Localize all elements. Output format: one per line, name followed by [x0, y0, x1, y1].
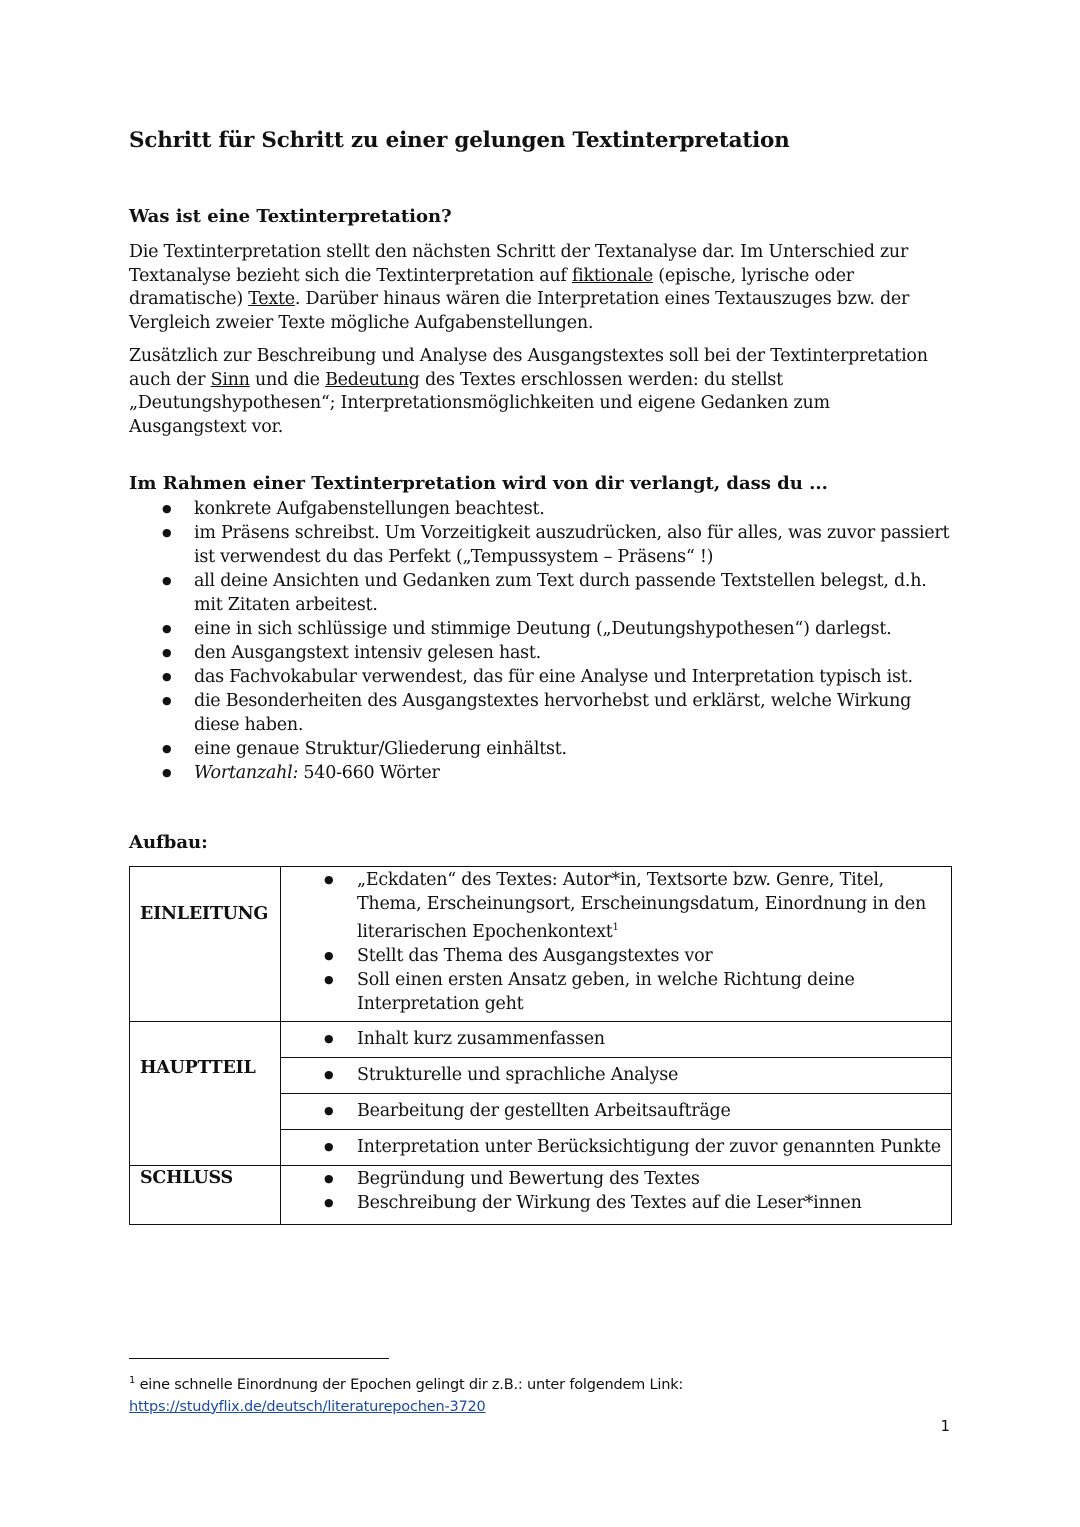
paragraph-intro — [129, 241, 949, 335]
hauptteil-row — [281, 1094, 952, 1130]
text: Zusätzlich zur Beschreibung und Analyse des Ausgangstextes soll bei der Textinterpretation auch der — [129, 346, 928, 390]
hauptteil-row — [281, 1022, 952, 1058]
section-heading-im-rahmen: Im Rahmen einer Textinterpretation wird von dir verlangt, dass du ... — [129, 473, 828, 494]
aufbau-table — [129, 866, 952, 1225]
schluss-label: SCHLUSS — [130, 1166, 281, 1225]
footnote-divider — [129, 1358, 389, 1359]
einleitung-item-text: „Eckdaten“ des Textes: Autor*in, Textsorte bzw. Genre, Titel, Thema, Erscheinungsort, Erscheinungsdatum, Einordnung in den literarischen Epochenkontext — [357, 870, 927, 942]
list-item: ● im Präsens schreibst. Um Vorzeitigkeit auszudrücken, also für alles, was zuvor passiert ist verwendest du das Perfekt („Tempussystem – Präsens“ !) — [129, 521, 959, 569]
hauptteil-label: HAUPTTEIL — [130, 1022, 281, 1166]
underlined-texte: Texte — [248, 289, 295, 309]
requirements-list — [129, 497, 959, 785]
text: (epische, lyrische oder dramatische) — [129, 265, 854, 309]
page-number: 1 — [940, 1417, 950, 1435]
list-item: ● das Fachvokabular verwendest, das für eine Analyse und Interpretation typisch ist. — [129, 665, 959, 689]
einleitung-content — [281, 867, 952, 1022]
list-item-wortanzahl — [129, 761, 959, 785]
hauptteil-item: ● Inhalt kurz zusammenfassen — [281, 1022, 951, 1051]
hauptteil-item: ● Strukturelle und sprachliche Analyse — [281, 1058, 951, 1087]
text: Die Textinterpretation stellt den nächsten Schritt der Textanalyse dar. Im Unterschied zur Textanalyse bezieht sich die Textinterpretation auf — [129, 242, 909, 286]
text: des Textes erschlossen werden: du stellst „Deutungshypothesen“; Interpretationsmöglichkeiten und eigene Gedanken zum Ausgangstext vor. — [129, 369, 830, 437]
underlined-sinn: Sinn — [210, 369, 250, 390]
section-heading-was-ist: Was ist eine Textinterpretation? — [129, 206, 452, 227]
text: und die — [249, 369, 326, 390]
schluss-item: ● Beschreibung der Wirkung des Textes auf die Leser*innen — [281, 1191, 951, 1215]
einleitung-item: ● Stellt das Thema des Ausgangstextes vor — [281, 944, 951, 968]
footnote — [129, 1370, 683, 1418]
underlined-bedeutung: Bedeutung — [325, 369, 420, 390]
wortanzahl-value: 540-660 Wörter — [298, 763, 440, 783]
hauptteil-item: ● Interpretation unter Berücksichtigung der zuvor genannten Punkte — [281, 1130, 951, 1159]
list-item: ● eine in sich schlüssige und stimmige Deutung („Deutungshypothesen“) darlegst. — [129, 617, 959, 641]
einleitung-item — [281, 868, 951, 944]
einleitung-item: ● Soll einen ersten Ansatz geben, in welche Richtung deine Interpretation geht — [281, 968, 951, 1016]
hauptteil-item: ● Bearbeitung der gestellten Arbeitsaufträge — [281, 1094, 951, 1123]
underlined-fiktionale: fiktionale — [571, 265, 653, 286]
footnote-number: 1 — [129, 1375, 136, 1386]
list-item: ● all deine Ansichten und Gedanken zum Text durch passende Textstellen belegst, d.h. mit Zitaten arbeitest. — [129, 569, 959, 617]
list-item: ● eine genaue Struktur/Gliederung einhältst. — [129, 737, 959, 761]
list-item: ● die Besonderheiten des Ausgangstextes hervorhebst und erklärst, welche Wirkung diese haben. — [129, 689, 959, 737]
document-title: Schritt für Schritt zu einer gelungen Textinterpretation — [129, 128, 790, 153]
footnote-text: eine schnelle Einordnung der Epochen gelingt dir z.B.: unter folgendem Link: — [135, 1376, 684, 1393]
footnote-mark: 1 — [612, 922, 619, 933]
paragraph-zusaetzlich — [129, 345, 949, 439]
footnote-link[interactable]: https://studyflix.de/deutsch/literaturepochen-3720 — [129, 1398, 486, 1415]
hauptteil-row — [281, 1130, 952, 1166]
text: . Darüber hinaus wären die Interpretation eines Textauszuges bzw. der Vergleich zweier Texte mögliche Aufgabenstellungen. — [129, 289, 910, 333]
list-item: ● den Ausgangstext intensiv gelesen hast. — [129, 641, 959, 665]
aufbau-heading: Aufbau: — [129, 832, 208, 853]
schluss-item: ● Begründung und Bewertung des Textes — [281, 1167, 951, 1191]
list-item: ● konkrete Aufgabenstellungen beachtest. — [129, 497, 959, 521]
hauptteil-row — [281, 1058, 952, 1094]
wortanzahl-label: Wortanzahl: — [194, 763, 299, 783]
einleitung-label: EINLEITUNG — [130, 867, 281, 1022]
schluss-content — [281, 1166, 952, 1225]
